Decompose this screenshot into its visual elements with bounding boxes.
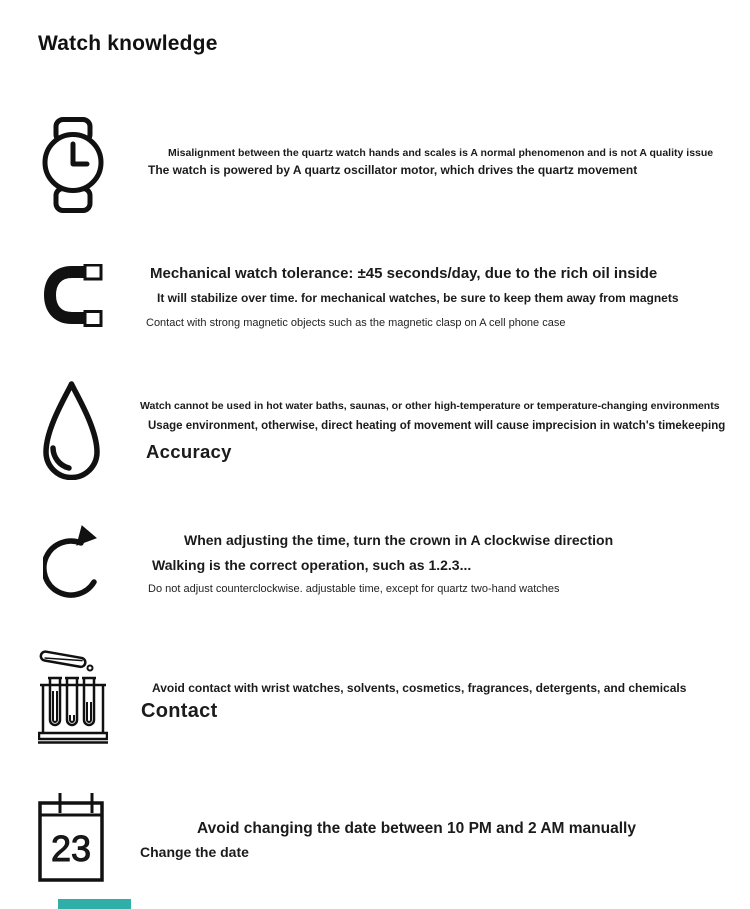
category-label: Accuracy xyxy=(146,441,232,462)
arrowhead xyxy=(77,526,96,545)
note-line: Do not adjust counterclockwise. adjustable time, except for quartz two-hand watches xyxy=(148,583,560,595)
info-line: Avoid changing the date between 10 PM and 2 AM manually xyxy=(197,820,636,837)
note-line: Contact with strong magnetic objects such as the magnetic clasp on A cell phone case xyxy=(146,317,566,329)
info-line: When adjusting the time, turn the crown in A clockwise direction xyxy=(184,532,614,548)
wristwatch-icon xyxy=(42,117,104,213)
info-line: It will stabilize over time. for mechanical watches, be sure to keep them away from magnets xyxy=(157,291,679,305)
drip xyxy=(88,666,93,671)
accent-bar xyxy=(58,899,131,909)
info-line: Usage environment, otherwise, direct heating of movement will cause imprecision in watch's timekeeping xyxy=(148,420,726,432)
info-line: Walking is the correct operation, such as 1.2.3... xyxy=(152,557,472,573)
info-line: Avoid contact with wrist watches, solvents, cosmetics, fragrances, detergents, and chemicals xyxy=(152,681,687,695)
category-label: Change the date xyxy=(140,844,249,860)
note-line: Watch cannot be used in hot water baths, saunas, or other high-temperature or temperature-changing environments xyxy=(140,400,720,412)
calendar-day: 23 xyxy=(50,828,92,869)
calendar-icon xyxy=(38,792,104,884)
info-line: Mechanical watch tolerance: ±45 seconds/day, due to the rich oil inside xyxy=(150,265,658,282)
test-tubes-icon xyxy=(38,647,108,744)
drop-highlight xyxy=(53,448,69,468)
pouring-tube xyxy=(40,651,86,668)
info-line: The watch is powered by A quartz oscillator motor, which drives the quartz movement xyxy=(148,163,638,177)
magnet-icon xyxy=(42,264,108,327)
note-line: Misalignment between the quartz watch hands and scales is A normal phenomenon and is not A quality issue xyxy=(168,147,714,159)
water-drop-icon xyxy=(40,380,103,480)
clockwise-arrow-icon xyxy=(43,524,103,606)
page-title: Watch knowledge xyxy=(38,32,218,55)
category-label: Contact xyxy=(141,700,218,722)
